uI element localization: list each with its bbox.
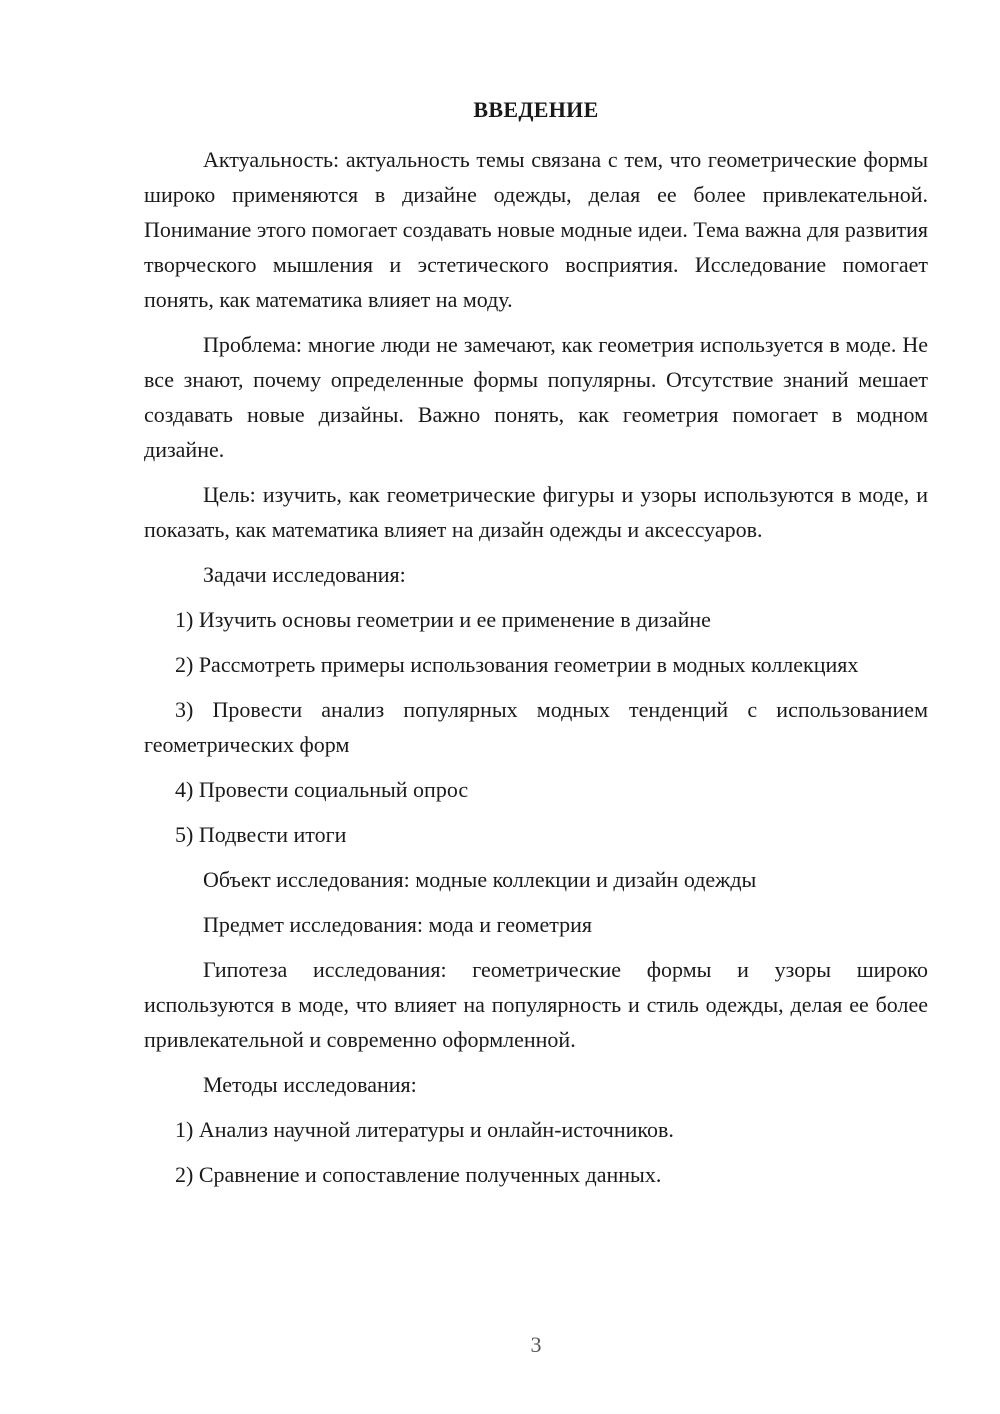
body-text: [144, 142, 928, 1202]
page-number: 3: [530, 1332, 542, 1357]
paragraph-tasks-heading: Задачи исследования:: [203, 562, 406, 587]
paragraph-goal: Цель: изучить, как геометрические фигуры и узоры используются в моде, и показать, как математика влияет на дизайн одежды и аксессуаров.: [144, 482, 928, 542]
list-item-task-3: 3) Провести анализ популярных модных тенденций с использованием геометрических форм: [144, 697, 928, 757]
paragraph-subject: Предмет исследования: мода и геометрия: [203, 912, 593, 937]
list-item-task-4: 4) Провести социальный опрос: [175, 777, 469, 802]
list-item-task-1: 1) Изучить основы геометрии и ее применение в дизайне: [175, 607, 711, 632]
page-title: ВВЕДЕНИЕ: [473, 97, 599, 122]
paragraph-relevance: Актуальность: актуальность темы связана с тем, что геометрические формы широко применяются в дизайне одежды, делая ее более привлекательной. Понимание этого помогает создавать новые модные идеи. Тема важна для развития творческого мышления и эстетического восприятия. Исследование помогает понять, как математика влияет на моду.: [144, 147, 928, 312]
list-item-method-2: 2) Сравнение и сопоставление полученных данных.: [175, 1162, 662, 1187]
paragraph-object: Объект исследования: модные коллекции и дизайн одежды: [203, 867, 757, 892]
paragraph-problem: Проблема: многие люди не замечают, как геометрия используется в моде. Не все знают, почему определенные формы популярны. Отсутствие знаний мешает создавать новые дизайны. Важно понять, как геометрия помогает в модном дизайне.: [144, 332, 928, 462]
list-item-task-5: 5) Подвести итоги: [175, 822, 347, 847]
list-item-method-1: 1) Анализ научной литературы и онлайн-источников.: [175, 1117, 674, 1142]
paragraph-methods-heading: Методы исследования:: [203, 1072, 417, 1097]
list-item-task-2: 2) Рассмотреть примеры использования геометрии в модных коллекциях: [175, 652, 859, 677]
paragraph-hypothesis: Гипотеза исследования: геометрические формы и узоры широко используются в моде, что влияет на популярность и стиль одежды, делая ее более привлекательной и современно оформленной.: [144, 957, 928, 1052]
